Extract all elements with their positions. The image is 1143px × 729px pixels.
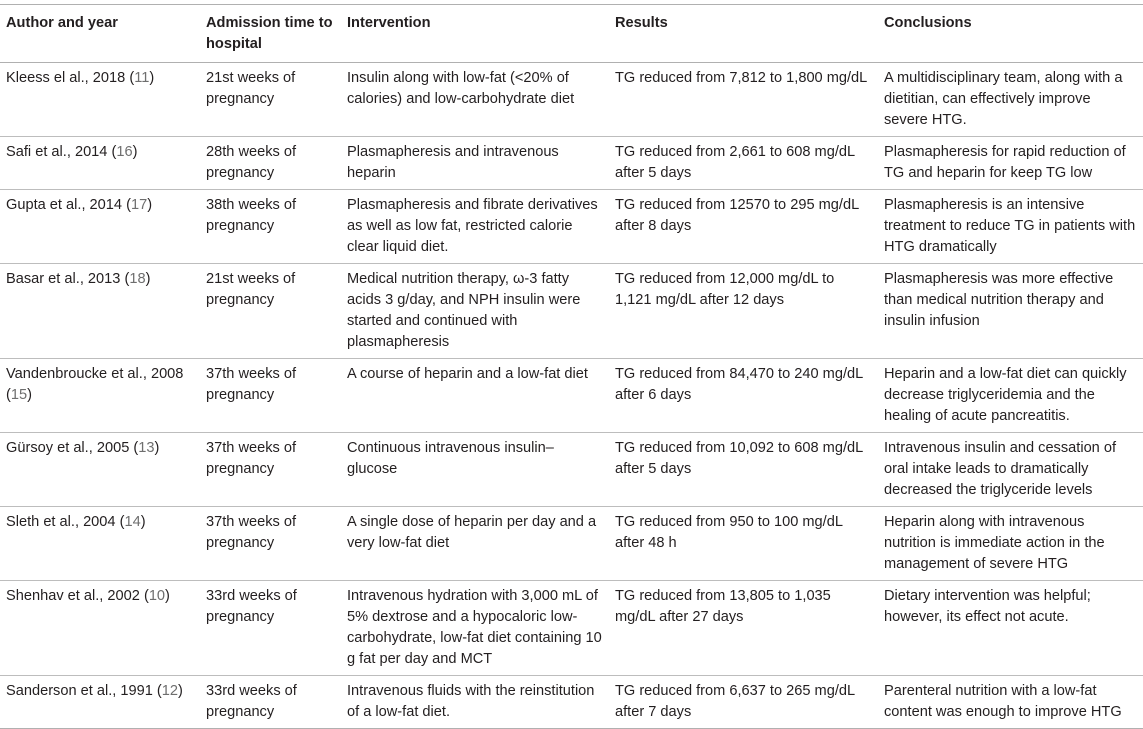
results-cell: TG reduced from 6,637 to 265 mg/dL after 7 days <box>609 676 878 729</box>
intervention-cell: Plasmapheresis and intravenous heparin <box>341 137 609 190</box>
author-text: Safi et al., 2014 <box>6 144 108 160</box>
author-cell: Sleth et al., 2004 (14) <box>0 507 200 581</box>
reference-link[interactable]: 13 <box>138 440 155 456</box>
reference-link[interactable]: 15 <box>10 387 28 403</box>
author-cell: Gürsoy et al., 2005 (13) <box>0 433 200 507</box>
table-row <box>0 676 1143 729</box>
author-cell: Sanderson et al., 1991 (12) <box>0 676 200 729</box>
admission-cell: 38th weeks of pregnancy <box>200 190 341 264</box>
author-text: Sleth et al., 2004 <box>6 514 116 530</box>
intervention-cell: Plasmapheresis and fibrate derivatives as well as low fat, restricted calorie clear liquid diet. <box>341 190 609 264</box>
table-row <box>0 63 1143 137</box>
reference-link[interactable]: 18 <box>129 271 146 287</box>
results-cell: TG reduced from 950 to 100 mg/dL after 48 h <box>609 507 878 581</box>
conclusions-cell: Plasmapheresis for rapid reduction of TG and heparin for keep TG low <box>878 137 1143 190</box>
author-cell: Kleess el al., 2018 (11) <box>0 63 200 137</box>
author-cell: Basar et al., 2013 (18) <box>0 264 200 359</box>
conclusions-cell: Heparin and a low-fat diet can quickly decrease triglyceridemia and the healing of acute pancreatitis. <box>878 359 1143 433</box>
admission-cell: 33rd weeks of pregnancy <box>200 676 341 729</box>
reference-link[interactable]: 17 <box>130 197 148 213</box>
author-text: Gürsoy et al., 2005 <box>6 440 130 456</box>
admission-cell: 37th weeks of pregnancy <box>200 359 341 433</box>
author-text: Gupta et al., 2014 <box>6 197 123 213</box>
conclusions-cell: Plasmapheresis was more effective than medical nutrition therapy and insulin infusion <box>878 264 1143 359</box>
conclusions-cell: Heparin along with intravenous nutrition is immediate action in the management of severe HTG <box>878 507 1143 581</box>
intervention-cell: Medical nutrition therapy, ω-3 fatty acids 3 g/day, and NPH insulin were started and continued with plasmapheresis <box>341 264 609 359</box>
intervention-cell: A course of heparin and a low-fat diet <box>341 359 609 433</box>
admission-cell: 21st weeks of pregnancy <box>200 264 341 359</box>
table-row <box>0 433 1143 507</box>
conclusions-cell: Plasmapheresis is an intensive treatment to reduce TG in patients with HTG dramatically <box>878 190 1143 264</box>
studies-table <box>0 4 1143 729</box>
conclusions-cell: Parenteral nutrition with a low-fat content was enough to improve HTG <box>878 676 1143 729</box>
reference-link[interactable]: 10 <box>148 588 166 604</box>
author-text: Shenhav et al., 2002 <box>6 588 140 604</box>
header-results: Results <box>609 5 878 63</box>
table-row <box>0 359 1143 433</box>
author-cell: Vandenbroucke et al., 2008 (15) <box>0 359 200 433</box>
admission-cell: 28th weeks of pregnancy <box>200 137 341 190</box>
results-cell: TG reduced from 13,805 to 1,035 mg/dL after 27 days <box>609 581 878 676</box>
header-author: Author and year <box>0 5 200 63</box>
admission-cell: 33rd weeks of pregnancy <box>200 581 341 676</box>
author-text: Sanderson et al., 1991 <box>6 683 153 699</box>
table-row <box>0 507 1143 581</box>
author-text: Vandenbroucke et al., 2008 <box>6 366 184 382</box>
table-row <box>0 581 1143 676</box>
intervention-cell: A single dose of heparin per day and a very low-fat diet <box>341 507 609 581</box>
header-row <box>0 5 1143 63</box>
results-cell: TG reduced from 7,812 to 1,800 mg/dL <box>609 63 878 137</box>
author-cell: Safi et al., 2014 (16) <box>0 137 200 190</box>
author-cell: Gupta et al., 2014 (17) <box>0 190 200 264</box>
header-conclusions: Conclusions <box>878 5 1143 63</box>
header-admission: Admission time to hospital <box>200 5 341 63</box>
intervention-cell: Continuous intravenous insulin–glucose <box>341 433 609 507</box>
reference-link[interactable]: 11 <box>134 70 150 86</box>
table-row <box>0 264 1143 359</box>
author-text: Kleess el al., 2018 <box>6 70 126 86</box>
results-cell: TG reduced from 84,470 to 240 mg/dL after 6 days <box>609 359 878 433</box>
results-cell: TG reduced from 10,092 to 608 mg/dL after 5 days <box>609 433 878 507</box>
conclusions-cell: A multidisciplinary team, along with a dietitian, can effectively improve severe HTG. <box>878 63 1143 137</box>
results-cell: TG reduced from 2,661 to 608 mg/dL after 5 days <box>609 137 878 190</box>
reference-link[interactable]: 12 <box>161 683 179 699</box>
author-cell: Shenhav et al., 2002 (10) <box>0 581 200 676</box>
admission-cell: 37th weeks of pregnancy <box>200 433 341 507</box>
admission-cell: 21st weeks of pregnancy <box>200 63 341 137</box>
conclusions-cell: Intravenous insulin and cessation of oral intake leads to dramatically decreased the triglyceride levels <box>878 433 1143 507</box>
conclusions-cell: Dietary intervention was helpful; however, its effect not acute. <box>878 581 1143 676</box>
intervention-cell: Insulin along with low-fat (<20% of calories) and low-carbohydrate diet <box>341 63 609 137</box>
results-cell: TG reduced from 12570 to 295 mg/dL after 8 days <box>609 190 878 264</box>
header-intervention: Intervention <box>341 5 609 63</box>
author-text: Basar et al., 2013 <box>6 271 121 287</box>
results-cell: TG reduced from 12,000 mg/dL to 1,121 mg/dL after 12 days <box>609 264 878 359</box>
intervention-cell: Intravenous hydration with 3,000 mL of 5% dextrose and a hypocaloric low-carbohydrate, low-fat diet containing 10 g fat per day and MCT <box>341 581 609 676</box>
table-row <box>0 137 1143 190</box>
reference-link[interactable]: 16 <box>116 144 133 160</box>
admission-cell: 37th weeks of pregnancy <box>200 507 341 581</box>
intervention-cell: Intravenous fluids with the reinstitution of a low-fat diet. <box>341 676 609 729</box>
table-row <box>0 190 1143 264</box>
reference-link[interactable]: 14 <box>124 514 141 530</box>
